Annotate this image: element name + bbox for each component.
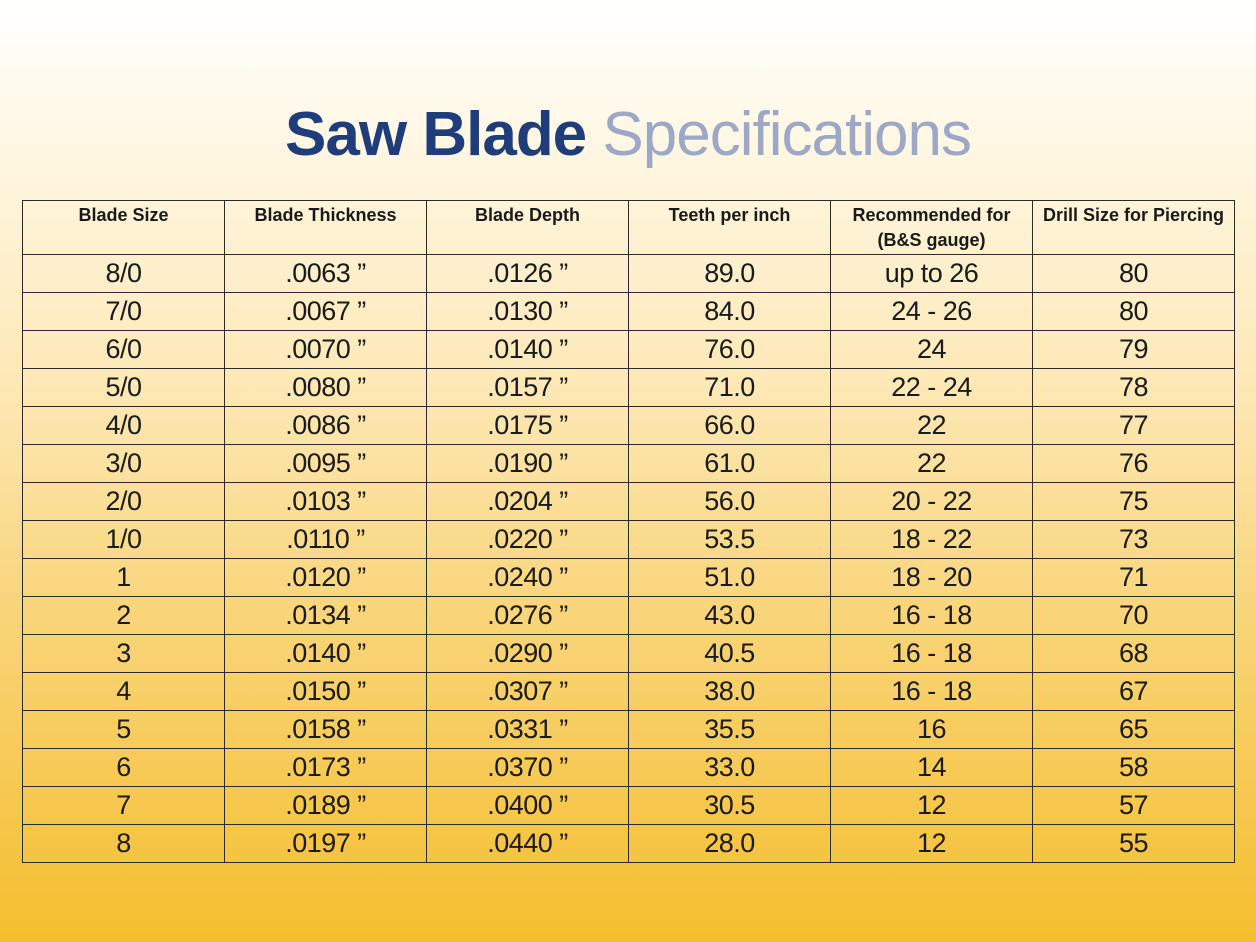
cell-drill-size: 79: [1033, 331, 1235, 369]
cell-blade-size: 2/0: [23, 483, 225, 521]
table-row: [23, 597, 1235, 635]
cell-blade-thickness: .0095 ”: [225, 445, 427, 483]
cell-teeth-per-inch: 61.0: [629, 445, 831, 483]
cell-drill-size: 67: [1033, 673, 1235, 711]
cell-drill-size: 65: [1033, 711, 1235, 749]
cell-recommended-gauge: 24: [831, 331, 1033, 369]
cell-recommended-gauge: up to 26: [831, 255, 1033, 293]
cell-blade-thickness: .0120 ”: [225, 559, 427, 597]
cell-blade-depth: .0307 ”: [427, 673, 629, 711]
cell-teeth-per-inch: 56.0: [629, 483, 831, 521]
table-row: [23, 407, 1235, 445]
cell-blade-thickness: .0158 ”: [225, 711, 427, 749]
cell-teeth-per-inch: 43.0: [629, 597, 831, 635]
cell-recommended-gauge: 16: [831, 711, 1033, 749]
cell-blade-size: 7/0: [23, 293, 225, 331]
cell-blade-thickness: .0080 ”: [225, 369, 427, 407]
cell-blade-depth: .0240 ”: [427, 559, 629, 597]
cell-teeth-per-inch: 30.5: [629, 787, 831, 825]
cell-blade-size: 4/0: [23, 407, 225, 445]
cell-teeth-per-inch: 35.5: [629, 711, 831, 749]
cell-blade-thickness: .0067 ”: [225, 293, 427, 331]
cell-blade-size: 5/0: [23, 369, 225, 407]
cell-drill-size: 75: [1033, 483, 1235, 521]
cell-blade-size: 1: [23, 559, 225, 597]
title-light-part: Specifications: [602, 99, 971, 169]
header-blade-size: Blade Size: [23, 201, 225, 255]
cell-blade-depth: .0126 ”: [427, 255, 629, 293]
cell-blade-size: 6/0: [23, 331, 225, 369]
cell-recommended-gauge: 18 - 22: [831, 521, 1033, 559]
cell-teeth-per-inch: 33.0: [629, 749, 831, 787]
cell-drill-size: 76: [1033, 445, 1235, 483]
header-blade-depth: Blade Depth: [427, 201, 629, 255]
cell-recommended-gauge: 22: [831, 407, 1033, 445]
cell-blade-depth: .0400 ”: [427, 787, 629, 825]
cell-teeth-per-inch: 66.0: [629, 407, 831, 445]
page-title: [0, 98, 1256, 172]
table-row: [23, 787, 1235, 825]
saw-blade-spec-table: [22, 200, 1235, 863]
table-row: [23, 711, 1235, 749]
cell-blade-depth: .0140 ”: [427, 331, 629, 369]
cell-blade-thickness: .0134 ”: [225, 597, 427, 635]
header-drill-size: Drill Size for Piercing: [1033, 201, 1235, 255]
cell-recommended-gauge: 24 - 26: [831, 293, 1033, 331]
table-header: [23, 201, 1235, 255]
cell-blade-size: 4: [23, 673, 225, 711]
cell-drill-size: 57: [1033, 787, 1235, 825]
cell-blade-thickness: .0197 ”: [225, 825, 427, 863]
table-body: [23, 255, 1235, 863]
cell-blade-size: 7: [23, 787, 225, 825]
cell-blade-size: 1/0: [23, 521, 225, 559]
cell-blade-size: 2: [23, 597, 225, 635]
cell-recommended-gauge: 16 - 18: [831, 673, 1033, 711]
cell-recommended-gauge: 12: [831, 787, 1033, 825]
table-row: [23, 635, 1235, 673]
cell-blade-size: 8: [23, 825, 225, 863]
header-teeth-per-inch: Teeth per inch: [629, 201, 831, 255]
cell-teeth-per-inch: 71.0: [629, 369, 831, 407]
cell-teeth-per-inch: 28.0: [629, 825, 831, 863]
cell-blade-thickness: .0189 ”: [225, 787, 427, 825]
cell-drill-size: 73: [1033, 521, 1235, 559]
cell-recommended-gauge: 16 - 18: [831, 635, 1033, 673]
header-blade-thickness: Blade Thickness: [225, 201, 427, 255]
cell-teeth-per-inch: 84.0: [629, 293, 831, 331]
cell-drill-size: 80: [1033, 293, 1235, 331]
cell-teeth-per-inch: 51.0: [629, 559, 831, 597]
cell-blade-thickness: .0070 ”: [225, 331, 427, 369]
cell-teeth-per-inch: 53.5: [629, 521, 831, 559]
cell-blade-depth: .0370 ”: [427, 749, 629, 787]
cell-recommended-gauge: 18 - 20: [831, 559, 1033, 597]
cell-drill-size: 78: [1033, 369, 1235, 407]
header-recommended-gauge: Recommended for (B&S gauge): [831, 201, 1033, 255]
cell-teeth-per-inch: 38.0: [629, 673, 831, 711]
table-row: [23, 331, 1235, 369]
cell-blade-size: 3: [23, 635, 225, 673]
cell-blade-thickness: .0140 ”: [225, 635, 427, 673]
cell-blade-thickness: .0063 ”: [225, 255, 427, 293]
cell-blade-depth: .0220 ”: [427, 521, 629, 559]
table-row: [23, 521, 1235, 559]
cell-recommended-gauge: 16 - 18: [831, 597, 1033, 635]
cell-recommended-gauge: 12: [831, 825, 1033, 863]
cell-blade-thickness: .0150 ”: [225, 673, 427, 711]
cell-drill-size: 70: [1033, 597, 1235, 635]
cell-drill-size: 55: [1033, 825, 1235, 863]
cell-drill-size: 68: [1033, 635, 1235, 673]
table-row: [23, 483, 1235, 521]
cell-blade-depth: .0440 ”: [427, 825, 629, 863]
cell-recommended-gauge: 14: [831, 749, 1033, 787]
cell-blade-depth: .0175 ”: [427, 407, 629, 445]
cell-blade-thickness: .0103 ”: [225, 483, 427, 521]
cell-blade-size: 3/0: [23, 445, 225, 483]
cell-teeth-per-inch: 76.0: [629, 331, 831, 369]
cell-blade-depth: .0157 ”: [427, 369, 629, 407]
cell-blade-depth: .0290 ”: [427, 635, 629, 673]
cell-drill-size: 80: [1033, 255, 1235, 293]
cell-blade-depth: .0130 ”: [427, 293, 629, 331]
cell-drill-size: 77: [1033, 407, 1235, 445]
table-row: [23, 673, 1235, 711]
cell-teeth-per-inch: 40.5: [629, 635, 831, 673]
title-bold-part: Saw Blade: [285, 99, 587, 169]
cell-blade-depth: .0204 ”: [427, 483, 629, 521]
cell-drill-size: 58: [1033, 749, 1235, 787]
table-row: [23, 293, 1235, 331]
table-row: [23, 255, 1235, 293]
cell-blade-size: 6: [23, 749, 225, 787]
table-row: [23, 369, 1235, 407]
cell-blade-depth: .0331 ”: [427, 711, 629, 749]
table-row: [23, 825, 1235, 863]
header-row: [23, 201, 1235, 255]
cell-blade-thickness: .0110 ”: [225, 521, 427, 559]
cell-recommended-gauge: 20 - 22: [831, 483, 1033, 521]
cell-blade-size: 8/0: [23, 255, 225, 293]
cell-blade-thickness: .0086 ”: [225, 407, 427, 445]
cell-recommended-gauge: 22 - 24: [831, 369, 1033, 407]
cell-teeth-per-inch: 89.0: [629, 255, 831, 293]
table-row: [23, 445, 1235, 483]
cell-blade-thickness: .0173 ”: [225, 749, 427, 787]
table-row: [23, 749, 1235, 787]
cell-blade-size: 5: [23, 711, 225, 749]
cell-drill-size: 71: [1033, 559, 1235, 597]
cell-blade-depth: .0190 ”: [427, 445, 629, 483]
table-row: [23, 559, 1235, 597]
cell-recommended-gauge: 22: [831, 445, 1033, 483]
cell-blade-depth: .0276 ”: [427, 597, 629, 635]
